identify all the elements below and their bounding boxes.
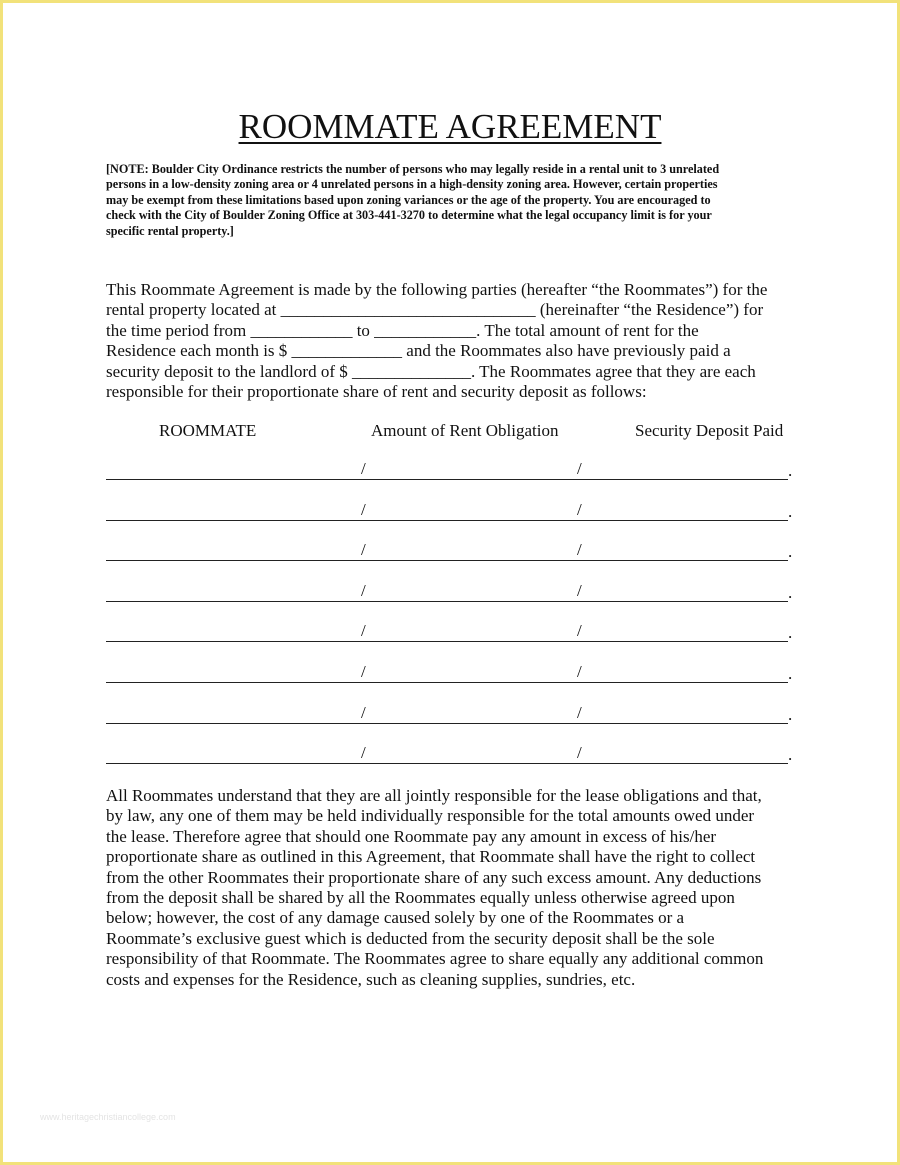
intro-line: This Roommate Agreement is made by the following parties (hereafter “the Roommates”) for the xyxy=(106,280,768,299)
closing-paragraph xyxy=(106,786,806,990)
separator: / xyxy=(577,661,582,681)
separator: / xyxy=(361,661,366,681)
separator: / xyxy=(577,621,582,641)
closing-line: proportionate share as outlined in this Agreement, that Roommate shall have the right to collect xyxy=(106,847,756,867)
intro-line: the time period from ____________ to ____________. The total amount of rent for the xyxy=(106,320,699,340)
blank-line xyxy=(106,641,788,642)
table-row xyxy=(106,577,796,618)
separator: / xyxy=(577,580,582,600)
note-line: specific rental property.] xyxy=(106,223,234,238)
closing-line: the lease. Therefore agree that should one Roommate pay any amount in excess of his/her xyxy=(106,826,717,846)
table-row xyxy=(106,496,796,537)
row-end: . xyxy=(788,663,793,683)
row-end: . xyxy=(788,704,793,724)
blank-line xyxy=(106,520,788,521)
row-end: . xyxy=(788,461,793,480)
blank-line xyxy=(106,601,788,602)
separator: / xyxy=(361,580,366,600)
table-headers xyxy=(106,421,796,443)
row-end: . xyxy=(788,542,793,562)
closing-line: Roommate’s exclusive guest which is deducted from the security deposit shall be the sole xyxy=(106,928,715,948)
closing-line: from the deposit shall be shared by all the Roommates equally unless otherwise agreed upon xyxy=(106,888,735,908)
roommate-table xyxy=(106,455,796,780)
row-end: . xyxy=(788,501,793,521)
blank-line xyxy=(106,723,788,724)
separator: / xyxy=(361,540,366,560)
row-end: . xyxy=(788,582,793,602)
note-line: may be exempt from these limitations based upon zoning variances or the age of the property. You are encouraged to xyxy=(106,192,711,207)
header-security-deposit: Security Deposit Paid xyxy=(635,421,784,440)
note-line: check with the City of Boulder Zoning Office at 303-441-3270 to determine what the legal occupancy limit is for your xyxy=(106,208,712,223)
ordinance-note xyxy=(106,162,796,239)
table-row xyxy=(106,699,796,740)
blank-line xyxy=(106,479,788,480)
blank-line xyxy=(106,763,788,764)
table-row xyxy=(106,536,796,577)
separator: / xyxy=(361,702,366,722)
separator: / xyxy=(577,743,582,763)
header-rent-obligation: Amount of Rent Obligation xyxy=(371,421,559,440)
intro-line: rental property located at ______________________________ (hereinafter “the Residence”) for xyxy=(106,300,764,320)
closing-line: All Roommates understand that they are all jointly responsible for the lease obligations and that, xyxy=(106,786,762,805)
row-end: . xyxy=(788,623,793,643)
separator: / xyxy=(361,743,366,763)
intro-line: security deposit to the landlord of $ ______________. The Roommates agree that they are each xyxy=(106,361,756,381)
closing-line: below; however, the cost of any damage caused solely by one of the Roommates or a xyxy=(106,908,685,928)
separator: / xyxy=(577,540,582,560)
separator: / xyxy=(361,499,366,519)
table-row xyxy=(106,658,796,699)
blank-line xyxy=(106,560,788,561)
separator: / xyxy=(577,499,582,519)
watermark: www.heritagechristiancollege.com xyxy=(40,1112,176,1122)
intro-line: responsible for their proportionate share of rent and security deposit as follows: xyxy=(106,382,647,402)
table-row xyxy=(106,739,796,780)
row-end: . xyxy=(788,745,793,765)
closing-line: from the other Roommates their proportionate share of any such excess amount. Any deductions xyxy=(106,867,762,887)
closing-line: costs and expenses for the Residence, such as cleaning supplies, sundries, etc. xyxy=(106,969,636,989)
header-roommate: ROOMMATE xyxy=(159,421,257,440)
separator: / xyxy=(361,621,366,641)
blank-line xyxy=(106,682,788,683)
document-title: ROOMMATE AGREEMENT xyxy=(238,107,662,146)
separator: / xyxy=(577,702,582,722)
intro-line: Residence each month is $ _____________ and the Roommates also have previously paid a xyxy=(106,341,731,361)
table-row xyxy=(106,617,796,658)
intro-paragraph xyxy=(106,280,806,402)
table-row xyxy=(106,455,796,496)
closing-line: by law, any one of them may be held individually responsible for the total amounts owed under xyxy=(106,806,755,826)
separator: / xyxy=(361,459,366,478)
note-line: persons in a low-density zoning area or 4 unrelated persons in a high-density zoning area. However, certain properties xyxy=(106,177,718,192)
separator: / xyxy=(577,459,582,478)
closing-line: responsibility of that Roommate. The Roommates agree to share equally any additional common xyxy=(106,949,764,969)
note-line: [NOTE: Boulder City Ordinance restricts the number of persons who may legally reside in a rental unit to 3 unrelated xyxy=(106,162,720,176)
